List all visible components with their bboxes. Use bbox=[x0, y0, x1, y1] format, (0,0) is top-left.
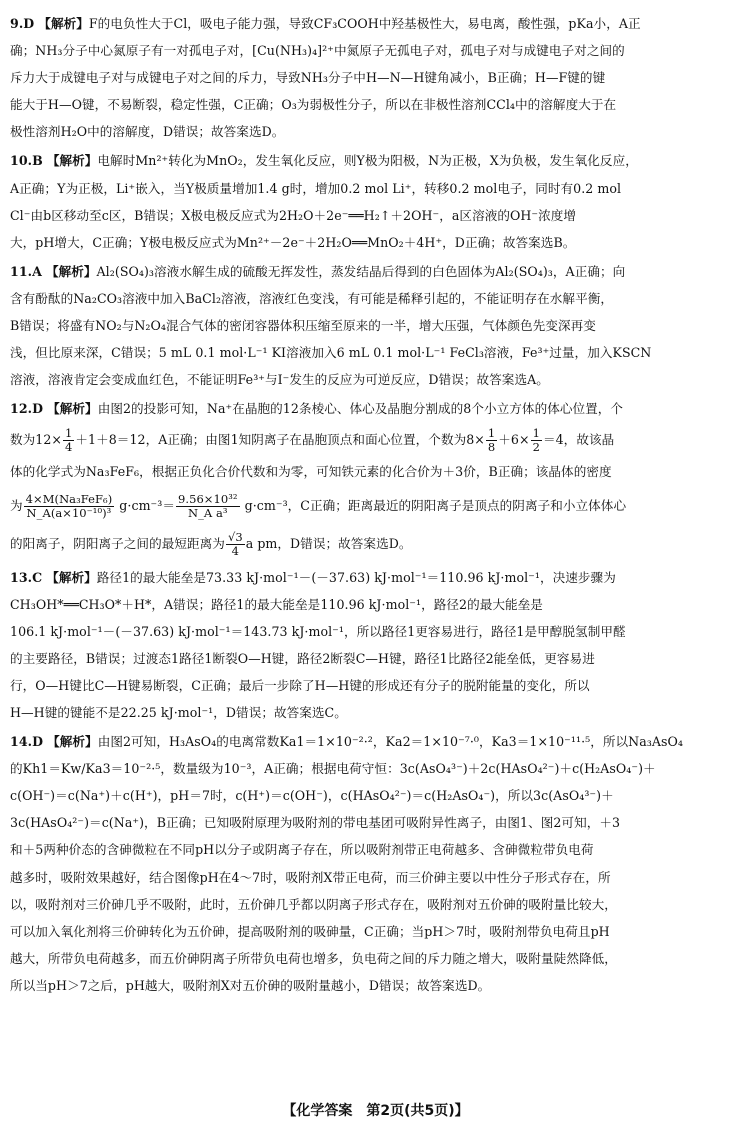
item-answer: A bbox=[32, 263, 42, 279]
item-line bbox=[10, 526, 740, 562]
item-line: 3c(HAsO₄²⁻)＝c(Na⁺)，B正确；已知吸附原理为吸附剂的带电基团可吸附异性离子，由图1、图2可知，＋3 bbox=[10, 815, 621, 831]
item-line: 浅，但比原来深，C错误；5 mL 0.1 mol·L⁻¹ KI溶液加入6 mL 0.1 mol·L⁻¹ FeCl₃溶液，Fe³⁺过量，加入KSCN bbox=[10, 345, 652, 361]
text-run: ＋1＋8＝12，A正确；由图1知阴离子在晶胞顶点和面心位置，个数为8× bbox=[75, 432, 485, 448]
text-run: 的阳离子，阴阳离子之间的最短距离为 bbox=[10, 535, 225, 551]
item-number: 13. bbox=[10, 569, 33, 585]
item-line: c(OH⁻)＝c(Na⁺)＋c(H⁺)，pH＝7时，c(H⁺)＝c(OH⁻)，c(HAsO₄²⁻)＝c(H₂AsO₄⁻)，所以3c(AsO₄³⁻)＋ bbox=[10, 788, 614, 804]
item-answer: D bbox=[23, 16, 35, 31]
fraction-denominator: 2 bbox=[532, 440, 540, 455]
answer-item-9 bbox=[10, 10, 740, 145]
item-line: 含有酚酞的Na₂CO₃溶液中加入BaCl₂溶液，溶液红色变浅，有可能是稀释引起的，不能证明存在水解平衡， bbox=[10, 290, 614, 306]
item-line: 106.1 kJ·mol⁻¹－(－37.63) kJ·mol⁻¹＝143.73 kJ·mol⁻¹，所以路径1更容易进行，路径1是甲醇脱氢制甲醛 bbox=[10, 623, 626, 639]
fraction-denominator: 4 bbox=[65, 440, 73, 455]
item-answer: C bbox=[32, 569, 43, 585]
text-run: ＝4，故该晶 bbox=[542, 432, 615, 448]
item-number: 12. bbox=[10, 401, 33, 417]
item-line: 溶液，溶液肯定会变成血红色，不能证明Fe³⁺与I⁻发生的反应为可逆反应，D错误；故答案选A。 bbox=[10, 372, 549, 388]
fraction-denominator: 8 bbox=[487, 440, 496, 455]
item-line: 由图2的投影可知，Na⁺在晶胞的12条棱心、体心及晶胞分割成的8个小立方体的体心位置，个 bbox=[97, 401, 624, 417]
answer-page bbox=[10, 10, 740, 999]
fraction-numerator: 1 bbox=[65, 426, 73, 441]
fraction-denominator: N_A(a×10⁻¹⁰)³ bbox=[24, 506, 115, 520]
fraction bbox=[226, 531, 245, 558]
item-answer: D bbox=[32, 734, 44, 750]
answer-item-11 bbox=[10, 258, 740, 393]
item-line: 确；NH₃分子中心氮原子有一对孤电子对，[Cu(NH₃)₄]²⁺中氮原子无孤电子对，孤电子对与成键电子对之间的 bbox=[10, 43, 625, 59]
fraction bbox=[63, 427, 74, 454]
fraction-numerator: 1 bbox=[532, 426, 540, 441]
item-line: F的电负性大于Cl，吸电子能力强，导致CF₃COOH中羟基极性大，易电离，酸性强，pKa小，A正 bbox=[88, 16, 641, 31]
item-line: 越大，所带负电荷越多，而五价砷阴离子所带负电荷也增多，负电荷之间的斥力随之增大，吸附量陡然降低， bbox=[10, 950, 617, 966]
item-line: 由图2可知，H₃AsO₄的电离常数Ka1＝1×10⁻²·²，Ka2＝1×10⁻⁷·⁰，Ka3＝1×10⁻¹¹·⁵，所以Na₃AsO₄ bbox=[97, 734, 684, 750]
analysis-tag: 【解析】 bbox=[45, 263, 97, 279]
item-line: 和＋5两种价态的含砷微粒在不同pH以分子或阴离子存在，所以吸附剂带正电荷越多、含砷微粒带负电荷 bbox=[10, 842, 594, 858]
analysis-tag: 【解析】 bbox=[47, 734, 98, 750]
text-run: 为 bbox=[10, 497, 23, 513]
item-line: 可以加入氧化剂将三价砷转化为五价砷，提高吸附剂的吸砷量，C正确；当pH＞7时，吸附剂带负电荷且pH bbox=[10, 923, 610, 939]
fraction bbox=[531, 427, 542, 454]
fraction-numerator: √3 bbox=[227, 529, 243, 544]
item-line: 以，吸附剂对三价砷几乎不吸附，此时，五价砷几乎都以阴离子形式存在，吸附剂对五价砷的吸附量比较大， bbox=[10, 896, 617, 912]
item-line: 越多时，吸附效果越好，结合图像pH在4～7时，吸附剂X带正电荷，而三价砷主要以中性分子形式存在，所 bbox=[10, 869, 611, 885]
fraction bbox=[24, 493, 115, 520]
item-number: 14. bbox=[10, 734, 33, 750]
item-answer: D bbox=[32, 401, 44, 417]
answer-item-14 bbox=[10, 728, 740, 999]
analysis-tag: 【解析】 bbox=[46, 569, 97, 585]
answer-item-12 bbox=[10, 395, 740, 561]
text-run: a pm，D错误；故答案选D。 bbox=[245, 535, 412, 551]
item-line: 大，pH增大，C正确；Y极电极反应式为Mn²⁺－2e⁻＋2H₂O══MnO₂＋4H⁺，D正确；故答案选B。 bbox=[10, 234, 576, 250]
item-line: 体的化学式为Na₃FeF₆，根据正负化合价代数和为零，可知铁元素的化合价为＋3价，B正确；该晶体的密度 bbox=[10, 464, 612, 480]
item-line: CH₃OH*══CH₃O*＋H*，A错误；路径1的最大能垒是110.96 kJ·mol⁻¹，路径2的最大能垒是 bbox=[10, 596, 543, 612]
item-line: 所以当pH＞7之后，pH越大，吸附剂X对五价砷的吸附量越小，D错误；故答案选D。 bbox=[10, 977, 491, 993]
fraction bbox=[176, 493, 240, 520]
answer-item-13 bbox=[10, 564, 740, 727]
item-line: 的Kh1＝Kw/Ka3＝10⁻²·⁵，数量级为10⁻³，A正确；根据电荷守恒：3c(AsO₄³⁻)＋2c(HAsO₄²⁻)＋c(H₂AsO₄⁻)＋ bbox=[10, 761, 656, 777]
item-line: 行，O—H键比C—H键易断裂，C正确；最后一步除了H—H键的形成还有分子的脱附能量的变化，所以 bbox=[10, 677, 590, 693]
item-line: 能大于H—O键，不易断裂，稳定性强，C正确；O₃为弱极性分子，所以在非极性溶剂CCl₄中的溶解度大于在 bbox=[10, 97, 617, 113]
answer-item-10 bbox=[10, 147, 740, 255]
item-line: Cl⁻由b区移动至c区，B错误；X极电极反应式为2H₂O＋2e⁻══H₂↑＋2OH⁻，a区溶液的OH⁻浓度增 bbox=[10, 207, 577, 223]
item-line: Al₂(SO₄)₃溶液水解生成的硫酸无挥发性，蒸发结晶后得到的白色固体为Al₂(SO₄)₃，A正确；向 bbox=[96, 263, 626, 279]
item-line: B错误；将盛有NO₂与N₂O₄混合气体的密闭容器体积压缩至原来的一半，增大压强，气体颜色先变深再变 bbox=[10, 318, 596, 334]
analysis-tag: 【解析】 bbox=[46, 153, 98, 169]
item-line: 的主要路径，B错误；过渡态1路径1断裂O—H键，路径2断裂C—H键，路径1比路径2能垒低，更容易进 bbox=[10, 650, 595, 666]
item-line: H—H键的键能不是22.25 kJ·mol⁻¹，D错误；故答案选C。 bbox=[10, 704, 347, 720]
item-line bbox=[10, 422, 740, 458]
item-number: 9. bbox=[10, 16, 24, 31]
item-number: 11. bbox=[10, 263, 33, 279]
item-line: 电解时Mn²⁺转化为MnO₂，发生氧化反应，则Y极为阳极，N为正极，X为负极，发生氧化反应， bbox=[97, 153, 638, 169]
item-number: 10. bbox=[10, 153, 33, 169]
text-run: 数为12× bbox=[10, 432, 63, 448]
fraction-denominator: 4 bbox=[226, 544, 245, 558]
fraction-denominator: N_A a³ bbox=[176, 506, 240, 520]
fraction-numerator: 4×M(Na₃FeF₆) bbox=[25, 491, 113, 506]
text-run: ＋6× bbox=[498, 432, 530, 448]
fraction-numerator: 1 bbox=[487, 426, 496, 441]
analysis-tag: 【解析】 bbox=[47, 401, 98, 417]
item-line: 路径1的最大能垒是73.33 kJ·mol⁻¹－(－37.63) kJ·mol⁻¹＝110.96 kJ·mol⁻¹，决速步骤为 bbox=[96, 569, 616, 585]
item-answer: B bbox=[32, 153, 43, 169]
fraction-numerator: 9.56×10³² bbox=[178, 491, 238, 506]
text-run: g·cm⁻³＝ bbox=[119, 497, 175, 513]
item-line bbox=[10, 486, 740, 526]
fraction bbox=[486, 427, 497, 454]
item-line: 极性溶剂H₂O中的溶解度，D错误；故答案选D。 bbox=[10, 124, 285, 140]
item-line: 斥力大于成键电子对与成键电子对之间的斥力，导致NH₃分子中H—N—H键角减小，B正确；H—F键的键 bbox=[10, 70, 606, 86]
page-footer: 【化学答案 第2页(共5页)】 bbox=[282, 1103, 469, 1119]
text-run: g·cm⁻³，C正确；距离最近的阴阳离子是顶点的阴离子和小立体体心 bbox=[244, 497, 627, 513]
analysis-tag: 【解析】 bbox=[38, 16, 89, 31]
item-line: A正确；Y为正极，Li⁺嵌入，当Y极质量增加1.4 g时，增加0.2 mol Li⁺，转移0.2 mol电子，同时有0.2 mol bbox=[10, 180, 622, 196]
